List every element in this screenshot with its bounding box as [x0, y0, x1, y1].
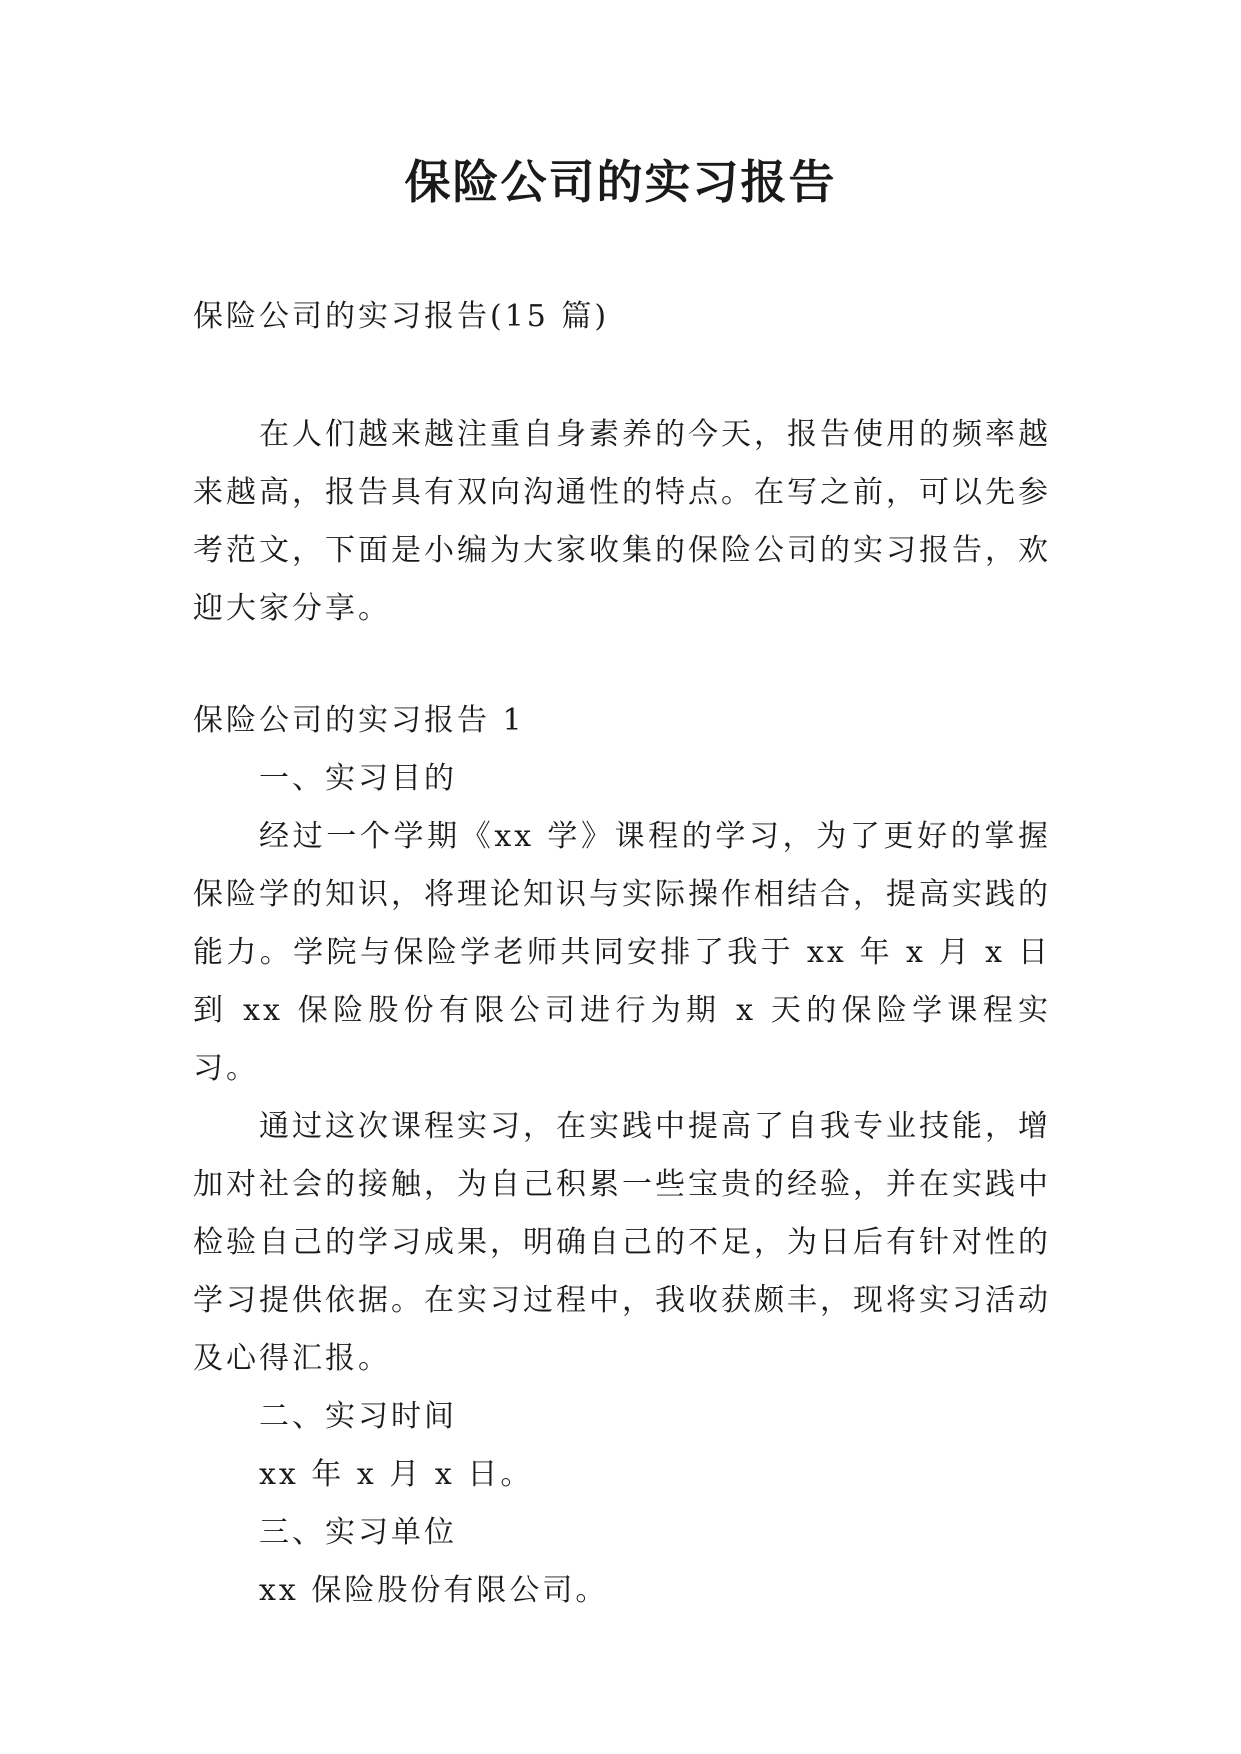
heading-time: 二、实习时间 [259, 1399, 457, 1434]
time-value: xx 年 x 月 x 日。 [259, 1457, 534, 1492]
document-subtitle: 保险公司的实习报告(15 篇) [193, 299, 610, 334]
purpose-paragraph-2: 通过这次课程实习，在实践中提高了自我专业技能，增加对社会的接触，为自己积累一些宝贵的经验，并在实践中检验自己的学习成果，明确自己的不足，为日后有针对性的学习提供依据。在实习过程中，我收获颇丰，现将实习活动及心得汇报。 [193, 1109, 1051, 1376]
unit-value: xx 保险股份有限公司。 [259, 1573, 609, 1608]
heading-purpose: 一、实习目的 [259, 761, 457, 796]
document-title: 保险公司的实习报告 [404, 155, 837, 209]
document-body [193, 288, 1051, 1620]
heading-unit: 三、实习单位 [259, 1515, 457, 1550]
section-title: 保险公司的实习报告 1 [193, 703, 525, 738]
intro-paragraph: 在人们越来越注重自身素养的今天，报告使用的频率越来越高，报告具有双向沟通性的特点。在写之前，可以先参考范文，下面是小编为大家收集的保险公司的实习报告，欢迎大家分享。 [193, 417, 1051, 626]
purpose-paragraph-1: 经过一个学期《xx 学》课程的学习，为了更好的掌握保险学的知识，将理论知识与实际操作相结合，提高实践的能力。学院与保险学老师共同安排了我于 xx 年 x 月 x 日到 xx 保险股份有限公司进行为期 x 天的保险学课程实习。 [193, 819, 1051, 1086]
